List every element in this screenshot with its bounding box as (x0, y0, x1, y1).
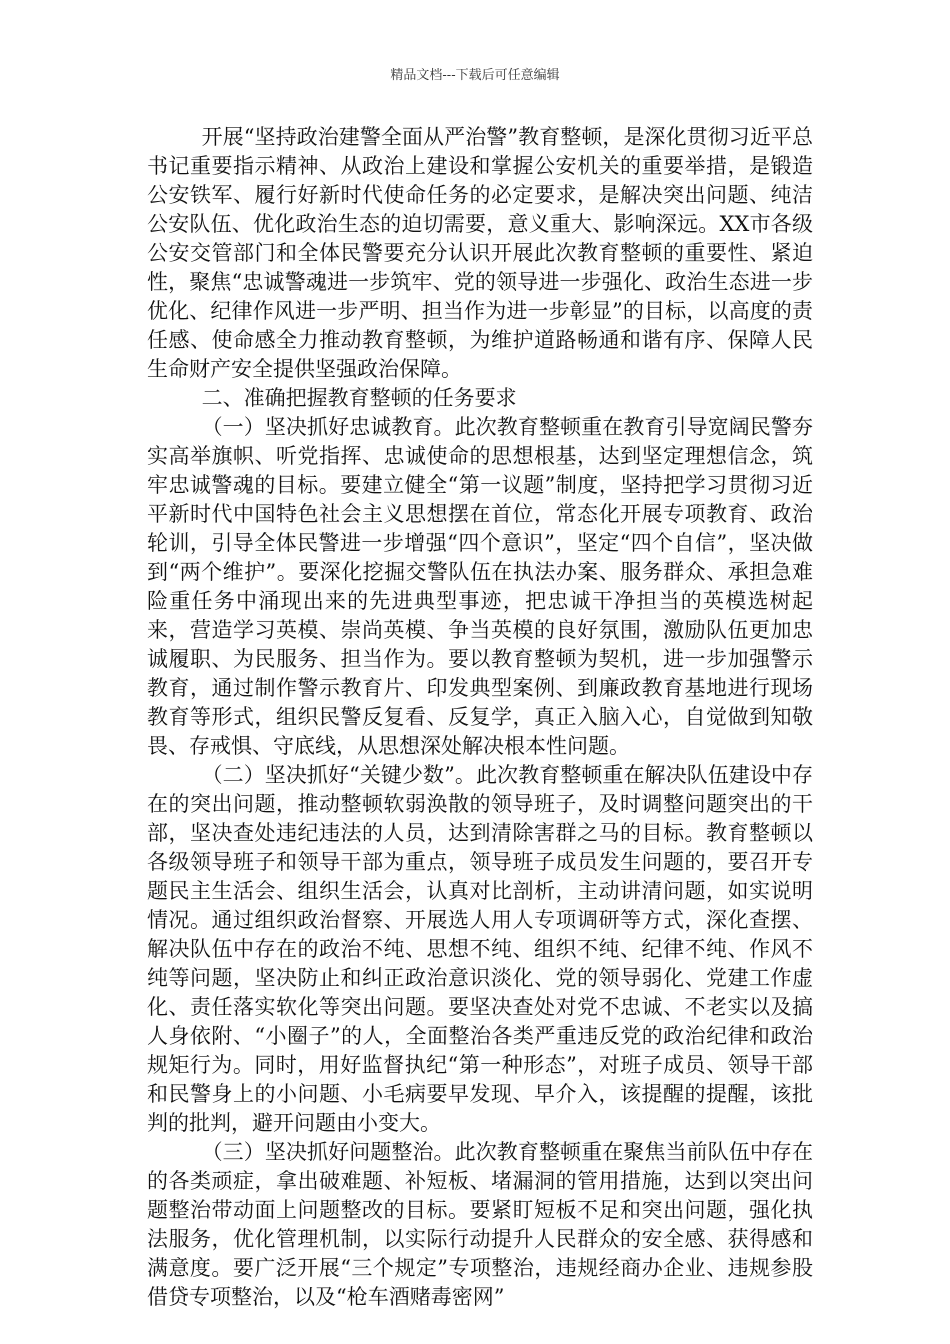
document-body (147, 123, 813, 1312)
paragraph-intro: 开展“坚持政治建警全面从严治警”教育整顿，是深化贯彻习近平总书记重要指示精神、从政治上建设和掌握公安机关的重要举措，是锻造公安铁军、履行好新时代使命任务的必定要求，是解决突出问题、纯洁公安队伍、优化政治生态的迫切需要，意义重大、影响深远。XX市各级公安交管部门和全体民警要充分认识开展此次教育整顿的重要性、紧迫性，聚焦“忠诚警魂进一步筑牢、党的领导进一步强化、政治生态进一步优化、纪律作风进一步严明、担当作为进一步彰显”的目标，以高度的责任感、使命感全力推动教育整顿，为维护道路畅通和谐有序、保障人民生命财产安全提供坚强政治保障。 (147, 125, 813, 381)
paragraph-problem-rectification: （三）坚决抓好问题整治。此次教育整顿重在聚焦当前队伍中存在的各类顽症，拿出破难题、补短板、堵漏洞的管用措施，达到以突出问题整治带动面上问题整改的目标。要紧盯短板不足和突出问题，强化执法服务，优化管理机制，以实际行动提升人民群众的安全感、获得感和满意度。要广泛开展“三个规定”专项整治，违规经商办企业、违规参股借贷专项整治，以及“枪车酒赌毒密网” (147, 1140, 813, 1309)
paragraph-key-minority: （二）坚决抓好“关键少数”。此次教育整顿重在解决队伍建设中存在的突出问题，推动整顿软弱涣散的领导班子，及时调整问题突出的干部，坚决查处违纪违法的人员，达到清除害群之马的目标。教育整顿以各级领导班子和领导干部为重点，领导班子成员发生问题的，要召开专题民主生活会、组织生活会，认真对比剖析，主动讲清问题，如实说明情况。通过组织政治督察、开展选人用人专项调研等方式，深化查摆、解决队伍中存在的政治不纯、思想不纯、组织不纯、纪律不纯、作风不纯等问题，坚决防止和纠正政治意识淡化、党的领导弱化、党建工作虚化、责任落实软化等突出问题。要坚决查处对党不忠诚、不老实以及搞人身依附、“小圈子”的人，全面整治各类严重违反党的政治纪律和政治规矩行为。同时，用好监督执纪“第一种形态”，对班子成员、领导干部和民警身上的小问题、小毛病要早发现、早介入，该提醒的提醒，该批判的批判，避开问题由小变大。 (147, 763, 813, 1135)
section-heading: 二、准确把握教育整顿的任务要求 (201, 386, 517, 410)
paragraph-loyalty-education: （一）坚决抓好忠诚教育。此次教育整顿重在教育引导宽阔民警夯实高举旗帜、听党指挥、忠诚使命的思想根基，达到坚定理想信念，筑牢忠诚警魂的目标。要建立健全“第一议题”制度，坚持把学习贯彻习近平新时代中国特色社会主义思想摆在首位，常态化开展专项教育、政治轮训，引导全体民警进一步增强“四个意识”，坚定“四个自信”，坚决做到“两个维护”。要深化挖掘交警队伍在执法办案、服务群众、承担急难险重任务中涌现出来的先进典型事迹，把忠诚干净担当的英模选树起来，营造学习英模、崇尚英模、争当英模的良好氛围，激励队伍更加忠诚履职、为民服务、担当作为。要以教育整顿为契机，进一步加强警示教育，通过制作警示教育片、印发典型案例、到廉政教育基地进行现场教育等形式，组织民警反复看、反复学，真正入脑入心，自觉做到知敬畏、存戒惧、守底线，从思想深处解决根本性问题。 (147, 415, 813, 758)
page-header: 精品文档---下载后可任意编辑 (390, 68, 560, 83)
